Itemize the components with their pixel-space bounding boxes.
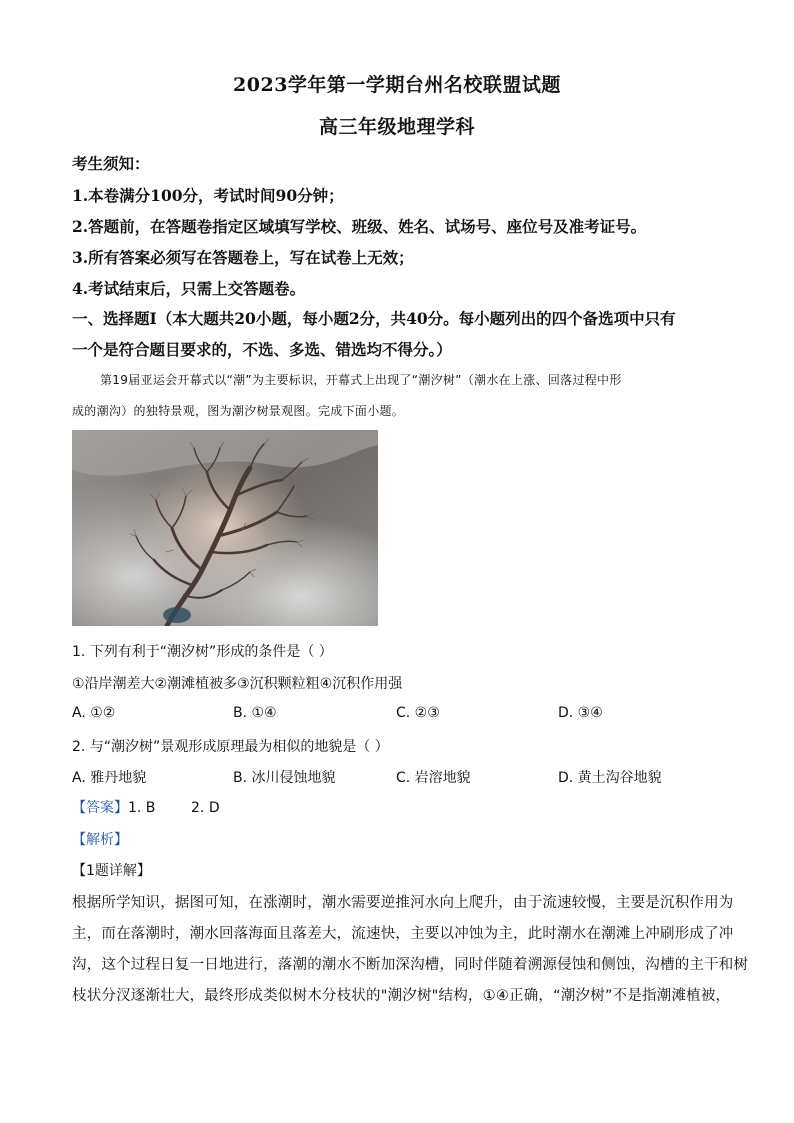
question-1-option-c[interactable]: C. ②③: [396, 705, 440, 721]
question-1-stem: 1. 下列有利于“潮汐树”形成的条件是（ ）: [72, 644, 333, 660]
notice-heading: 考生须知：: [72, 154, 150, 173]
notice-item-2: 2.答题前，在答题卷指定区域填写学校、班级、姓名、试场号、座位号及准考证号。: [72, 217, 647, 236]
exam-title: 2023学年第一学期台州名校联盟试题: [233, 74, 561, 96]
answer-line: [72, 797, 220, 817]
notice-item-3: 3.所有答案必须写在答题卷上，写在试卷上无效；: [72, 248, 414, 267]
question-2-option-b[interactable]: B. 冰川侵蚀地貌: [233, 770, 336, 786]
question-2-option-d[interactable]: D. 黄土沟谷地貌: [558, 770, 662, 786]
tidal-tree-photo: [72, 430, 378, 626]
section-heading-line1: 一、选择题Ⅰ（本大题共20小题，每小题2分，共40分。每小题列出的四个备选项中只有: [72, 309, 676, 328]
section-heading-line2: 一个是符合题目要求的，不选、多选、错选均不得分。）: [72, 340, 452, 359]
analysis-detail-label: 【1题详解】: [72, 863, 151, 879]
exam-subtitle: 高三年级地理学科: [318, 116, 475, 138]
tidal-tree-illustration: [72, 430, 378, 626]
analysis-paragraph-line4: 枝状分汊逐渐壮大，最终形成类似树木分枝状的"潮汐树"结构，①④正确，“潮汐树”不是指潮滩植被，: [72, 988, 731, 1004]
question-2-stem: 2. 与“潮汐树”景观形成原理最为相似的地貌是（ ）: [72, 739, 389, 755]
answer-label: 【答案】: [72, 800, 128, 816]
notice-item-4: 4.考试结束后，只需上交答题卷。: [72, 279, 306, 298]
question-1-conditions: ①沿岸潮差大②潮滩植被多③沉积颗粒粗④沉积作用强: [72, 676, 403, 692]
question-1-option-a[interactable]: A. ①②: [72, 705, 116, 721]
question-1-option-d[interactable]: D. ③④: [558, 705, 603, 721]
question-1-option-b[interactable]: B. ①④: [233, 705, 277, 721]
intro-line1: 第19届亚运会开幕式以“潮”为主要标识，开幕式上出现了“潮汐树”（潮水在上涨、回落过程中形: [100, 373, 622, 387]
analysis-label: 【解析】: [72, 832, 128, 848]
intro-line2: 成的潮沟）的独特景观，图为潮汐树景观图。完成下面小题。: [72, 404, 405, 418]
question-2-option-c[interactable]: C. 岩溶地貌: [396, 770, 471, 786]
analysis-paragraph-line2: 主，而在落潮时，潮水回落海面且落差大，流速快，主要以冲蚀为主，此时潮水在潮滩上冲刷形成了冲: [72, 926, 734, 942]
analysis-paragraph-line3: 沟，这个过程日复一日地进行，落潮的潮水不断加深沟槽，同时伴随着溯源侵蚀和侧蚀，沟槽的主干和树: [72, 957, 749, 973]
question-2-option-a[interactable]: A. 雅丹地貌: [72, 770, 147, 786]
notice-item-1: 1.本卷满分100分，考试时间90分钟；: [72, 186, 344, 205]
analysis-paragraph-line1: 根据所学知识，据图可知，在涨潮时，潮水需要逆推河水向上爬升，由于流速较慢，主要是沉积作用为: [72, 895, 734, 911]
answer-values: 1. B 2. D: [128, 800, 220, 816]
